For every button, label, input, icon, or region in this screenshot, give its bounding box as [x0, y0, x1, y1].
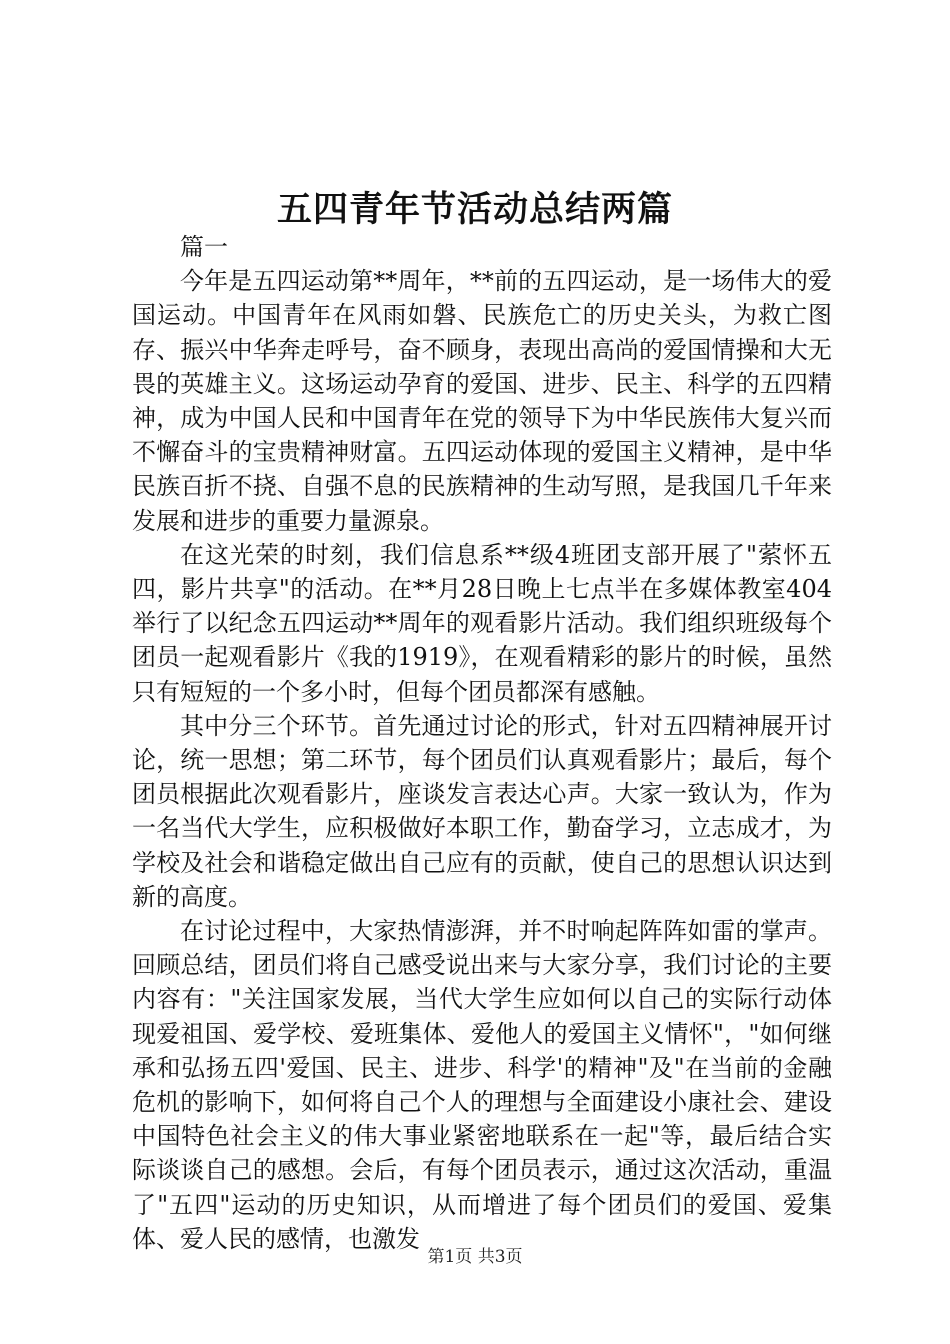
page-footer: 第1页 共3页	[427, 1247, 523, 1267]
paragraph-1: 今年是五四运动第**周年，**前的五四运动，是一场伟大的爱国运动。中国青年在风雨如磐、民族危亡的历史关头，为救亡图存、振兴中华奔走呼号，奋不顾身，表现出高尚的爱国情操和大无畏的英雄主义。这场运动孕育的爱国、进步、民主、科学的五四精神，成为中国人民和中国青年在党的领导下为中华民族伟大复兴而不懈奋斗的宝贵精神财富。五四运动体现的爱国主义精神，是中华民族百折不挠、自强不息的民族精神的生动写照，是我国几千年来发展和进步的重要力量源泉。	[132, 267, 832, 535]
section-label: 篇一	[180, 233, 228, 261]
document-title: 五四青年节活动总结两篇	[276, 189, 673, 230]
document-body	[132, 230, 832, 1256]
paragraph-3: 其中分三个环节。首先通过讨论的形式，针对五四精神展开讨论，统一思想；第二环节，每个团员们认真观看影片；最后，每个团员根据此次观看影片，座谈发言表达心声。大家一致认为，作为一名当代大学生，应积极做好本职工作，勤奋学习，立志成才，为学校及社会和谐稳定做出自己应有的贡献，使自己的思想认识达到新的高度。	[132, 711, 832, 911]
paragraph-4: 在讨论过程中，大家热情澎湃，并不时响起阵阵如雷的掌声。回顾总结，团员们将自己感受说出来与大家分享，我们讨论的主要内容有："关注国家发展，当代大学生应如何以自己的实际行动体现爱祖国、爱学校、爱班集体、爱他人的爱国主义情怀"，"如何继承和弘扬五四'爱国、民主、进步、科学'的精神"及"在当前的金融危机的影响下，如何将自己个人的理想与全面建设小康社会、建设中国特色社会主义的伟大事业紧密地联系在一起"等，最后结合实际谈谈自己的感想。会后，有每个团员表示，通过这次活动，重温了"五四"运动的历史知识，从而增进了每个团员们的爱国、爱集体、爱人民的感情，也激发	[132, 917, 832, 1253]
paragraph-2: 在这光荣的时刻，我们信息系**级4班团支部开展了"萦怀五四，影片共享"的活动。在**月28日晚上七点半在多媒体教室404举行了以纪念五四运动**周年的观看影片活动。我们组织班级每个团员一起观看影片《我的1919》，在观看精彩的影片的时候，虽然只有短短的一个多小时，但每个团员都深有感触。	[132, 540, 832, 706]
